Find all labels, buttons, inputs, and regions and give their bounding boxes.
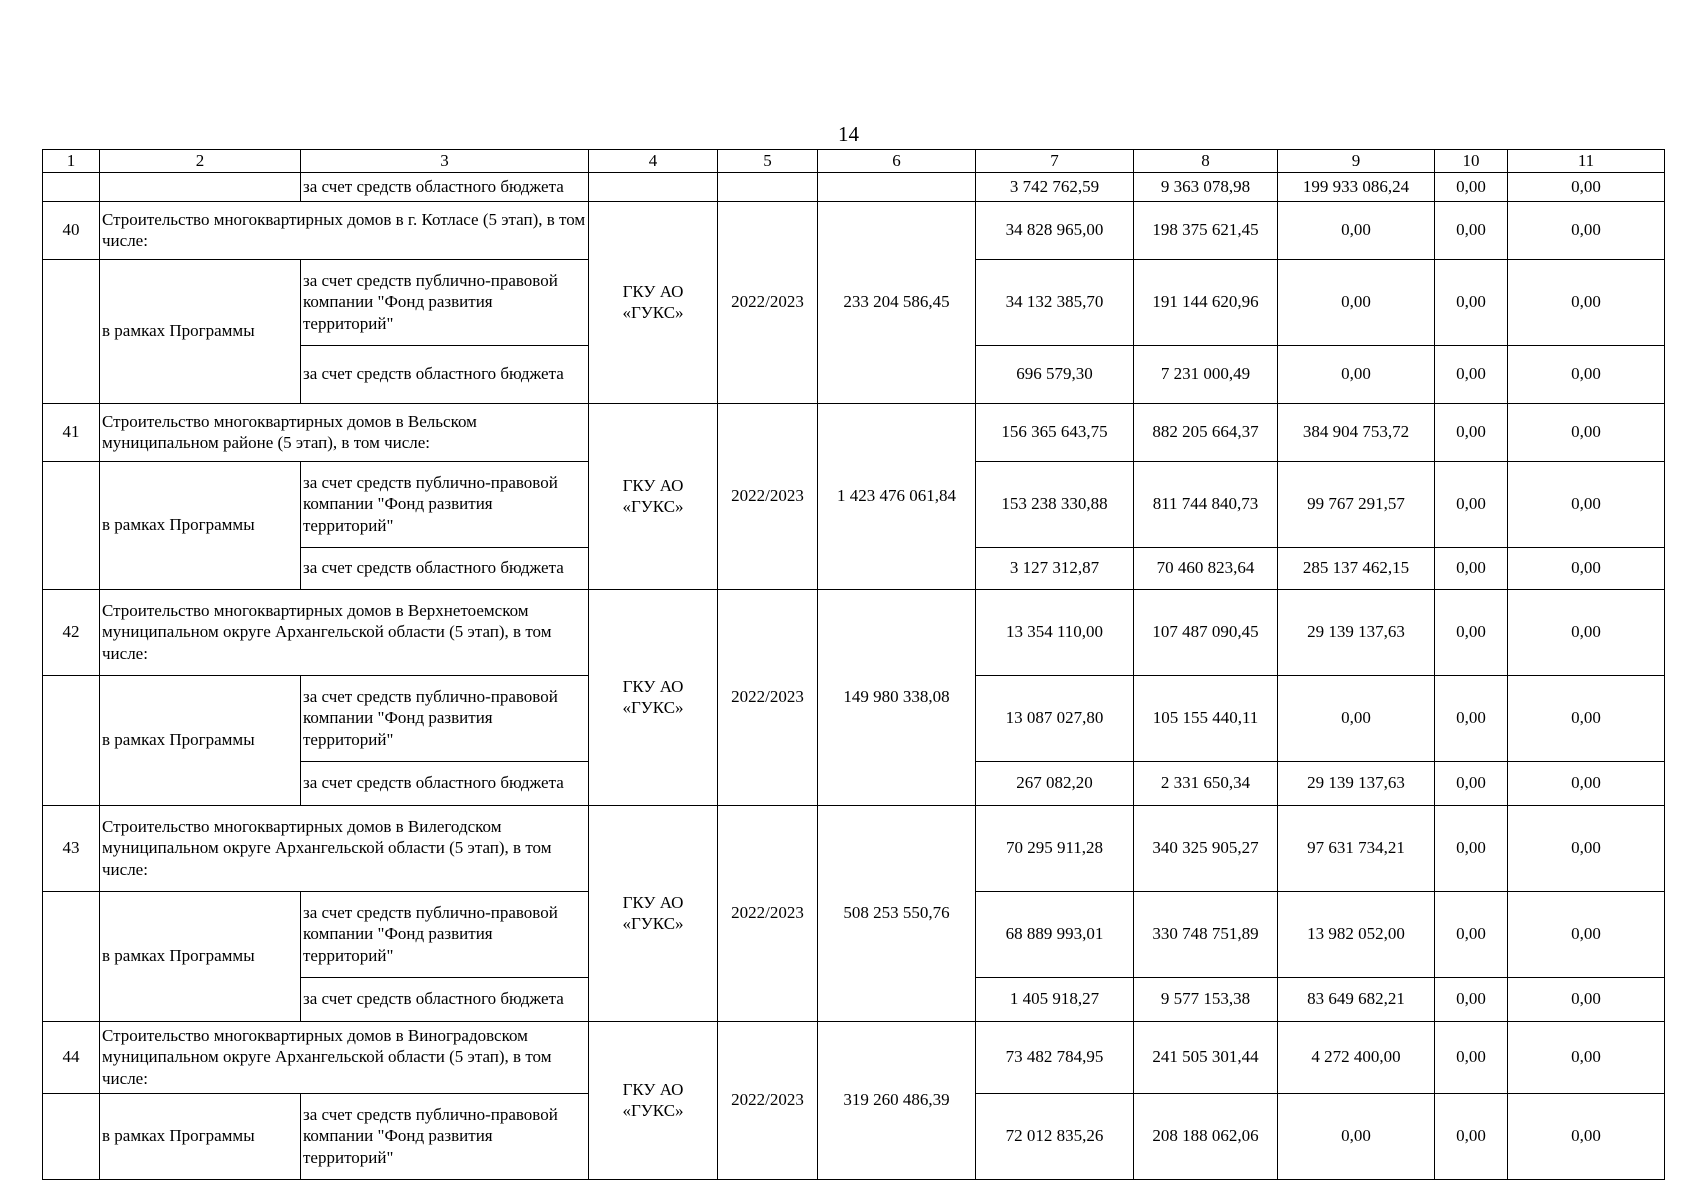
- funding-source-label: за счет средств областного бюджета: [301, 547, 589, 589]
- customer-cell: ГКУ АО «ГУКС»: [589, 403, 718, 589]
- amount-cell: 0,00: [1508, 977, 1665, 1021]
- amount-cell: 0,00: [1435, 461, 1508, 547]
- total-cost-cell: 149 980 338,08: [818, 589, 976, 805]
- program-label: в рамках Программы: [100, 675, 301, 805]
- amount-cell: 0,00: [1508, 547, 1665, 589]
- item-title: Строительство многоквартирных домов в Виноградовском муниципальном округе Архангельской области (5 этап), в том числе:: [100, 1021, 589, 1093]
- item-number: 42: [43, 589, 100, 675]
- amount-cell: 0,00: [1508, 201, 1665, 259]
- amount-cell: 13 354 110,00: [976, 589, 1134, 675]
- total-cost-cell: 319 260 486,39: [818, 1021, 976, 1179]
- amount-cell: 0,00: [1508, 761, 1665, 805]
- column-number: 4: [589, 150, 718, 173]
- item-number: 40: [43, 201, 100, 259]
- item-row: [43, 403, 1665, 461]
- amount-cell: 0,00: [1435, 891, 1508, 977]
- item-row: [43, 589, 1665, 675]
- row-number-cell: [43, 891, 100, 1021]
- amount-cell: 34 828 965,00: [976, 201, 1134, 259]
- program-label: в рамках Программы: [100, 461, 301, 589]
- amount-cell: 105 155 440,11: [1134, 675, 1278, 761]
- amount-cell: 0,00: [1508, 675, 1665, 761]
- item-row: [43, 201, 1665, 259]
- amount-cell: 83 649 682,21: [1278, 977, 1435, 1021]
- period-cell: 2022/2023: [718, 589, 818, 805]
- amount-cell: 0,00: [1508, 259, 1665, 345]
- funding-source-label: за счет средств публично-правовой компании "Фонд развития территорий": [301, 891, 589, 977]
- amount-cell: 2 331 650,34: [1134, 761, 1278, 805]
- period-cell: 2022/2023: [718, 403, 818, 589]
- funding-source-label: за счет средств областного бюджета: [301, 977, 589, 1021]
- column-number: 8: [1134, 150, 1278, 173]
- total-cost-cell: [818, 172, 976, 201]
- amount-cell: 0,00: [1435, 1021, 1508, 1093]
- funding-source-label: за счет средств областного бюджета: [301, 761, 589, 805]
- amount-cell: 9 577 153,38: [1134, 977, 1278, 1021]
- item-row: [43, 805, 1665, 891]
- amount-cell: 0,00: [1278, 675, 1435, 761]
- amount-cell: 0,00: [1435, 589, 1508, 675]
- amount-cell: 153 238 330,88: [976, 461, 1134, 547]
- amount-cell: 156 365 643,75: [976, 403, 1134, 461]
- row-number-cell: [43, 1093, 100, 1179]
- amount-cell: 72 012 835,26: [976, 1093, 1134, 1179]
- item-row: [43, 1021, 1665, 1093]
- customer-cell: ГКУ АО «ГУКС»: [589, 201, 718, 403]
- funding-source-label: за счет средств публично-правовой компании "Фонд развития территорий": [301, 461, 589, 547]
- amount-cell: 70 460 823,64: [1134, 547, 1278, 589]
- amount-cell: 0,00: [1278, 345, 1435, 403]
- amount-cell: 384 904 753,72: [1278, 403, 1435, 461]
- amount-cell: 0,00: [1508, 891, 1665, 977]
- amount-cell: 3 127 312,87: [976, 547, 1134, 589]
- customer-cell: ГКУ АО «ГУКС»: [589, 805, 718, 1021]
- amount-cell: 9 363 078,98: [1134, 172, 1278, 201]
- amount-cell: 199 933 086,24: [1278, 172, 1435, 201]
- funding-source-label: за счет средств областного бюджета: [301, 345, 589, 403]
- amount-cell: 0,00: [1435, 345, 1508, 403]
- amount-cell: 7 231 000,49: [1134, 345, 1278, 403]
- item-title: Строительство многоквартирных домов в Вилегодском муниципальном округе Архангельской области (5 этап), в том числе:: [100, 805, 589, 891]
- amount-cell: 340 325 905,27: [1134, 805, 1278, 891]
- amount-cell: 0,00: [1508, 172, 1665, 201]
- amount-cell: 1 405 918,27: [976, 977, 1134, 1021]
- total-cost-cell: 233 204 586,45: [818, 201, 976, 403]
- amount-cell: 34 132 385,70: [976, 259, 1134, 345]
- amount-cell: 208 188 062,06: [1134, 1093, 1278, 1179]
- amount-cell: 73 482 784,95: [976, 1021, 1134, 1093]
- column-number: 6: [818, 150, 976, 173]
- amount-cell: 0,00: [1435, 1093, 1508, 1179]
- amount-cell: 0,00: [1435, 172, 1508, 201]
- amount-cell: 198 375 621,45: [1134, 201, 1278, 259]
- column-number: 1: [43, 150, 100, 173]
- amount-cell: 696 579,30: [976, 345, 1134, 403]
- amount-cell: 0,00: [1435, 761, 1508, 805]
- amount-cell: 13 982 052,00: [1278, 891, 1435, 977]
- funding-source-label: за счет средств публично-правовой компании "Фонд развития территорий": [301, 1093, 589, 1179]
- amount-cell: 0,00: [1435, 675, 1508, 761]
- period-cell: 2022/2023: [718, 1021, 818, 1179]
- amount-cell: 29 139 137,63: [1278, 761, 1435, 805]
- amount-cell: 13 087 027,80: [976, 675, 1134, 761]
- amount-cell: 0,00: [1435, 403, 1508, 461]
- item-number: 41: [43, 403, 100, 461]
- period-cell: [718, 172, 818, 201]
- amount-cell: 3 742 762,59: [976, 172, 1134, 201]
- column-number: 2: [100, 150, 301, 173]
- continuation-row: [43, 172, 1665, 201]
- program-label: в рамках Программы: [100, 891, 301, 1021]
- total-cost-cell: 508 253 550,76: [818, 805, 976, 1021]
- amount-cell: 107 487 090,45: [1134, 589, 1278, 675]
- column-number: 9: [1278, 150, 1435, 173]
- amount-cell: 29 139 137,63: [1278, 589, 1435, 675]
- amount-cell: 0,00: [1278, 201, 1435, 259]
- amount-cell: 191 144 620,96: [1134, 259, 1278, 345]
- amount-cell: 330 748 751,89: [1134, 891, 1278, 977]
- amount-cell: 811 744 840,73: [1134, 461, 1278, 547]
- period-cell: 2022/2023: [718, 805, 818, 1021]
- column-number: 10: [1435, 150, 1508, 173]
- amount-cell: 0,00: [1278, 259, 1435, 345]
- funding-source-label: за счет средств публично-правовой компании "Фонд развития территорий": [301, 259, 589, 345]
- funding-source-label: за счет средств областного бюджета: [301, 172, 589, 201]
- total-cost-cell: 1 423 476 061,84: [818, 403, 976, 589]
- amount-cell: 0,00: [1435, 259, 1508, 345]
- period-cell: 2022/2023: [718, 201, 818, 403]
- amount-cell: 0,00: [1508, 1021, 1665, 1093]
- amount-cell: 97 631 734,21: [1278, 805, 1435, 891]
- amount-cell: 0,00: [1508, 403, 1665, 461]
- amount-cell: 0,00: [1278, 1093, 1435, 1179]
- row-number-cell: [43, 675, 100, 805]
- column-number: 5: [718, 150, 818, 173]
- amount-cell: 68 889 993,01: [976, 891, 1134, 977]
- amount-cell: 0,00: [1435, 547, 1508, 589]
- page-number: 14: [838, 122, 859, 146]
- item-number: 43: [43, 805, 100, 891]
- amount-cell: 267 082,20: [976, 761, 1134, 805]
- amount-cell: 241 505 301,44: [1134, 1021, 1278, 1093]
- row-number-cell: [43, 259, 100, 403]
- customer-cell: ГКУ АО «ГУКС»: [589, 589, 718, 805]
- row-number-cell: [43, 172, 100, 201]
- column-number: 3: [301, 150, 589, 173]
- program-label: в рамках Программы: [100, 259, 301, 403]
- column-number: 7: [976, 150, 1134, 173]
- column-number-row: [43, 150, 1665, 173]
- amount-cell: 70 295 911,28: [976, 805, 1134, 891]
- customer-cell: [589, 172, 718, 201]
- amount-cell: 285 137 462,15: [1278, 547, 1435, 589]
- amount-cell: 882 205 664,37: [1134, 403, 1278, 461]
- item-number: 44: [43, 1021, 100, 1093]
- amount-cell: 0,00: [1508, 1093, 1665, 1179]
- amount-cell: 0,00: [1435, 201, 1508, 259]
- item-title: Строительство многоквартирных домов в Верхнетоемском муниципальном округе Архангельской области (5 этап), в том числе:: [100, 589, 589, 675]
- row-number-cell: [43, 461, 100, 589]
- budget-table: [42, 149, 1665, 1180]
- amount-cell: 0,00: [1508, 345, 1665, 403]
- amount-cell: 0,00: [1508, 589, 1665, 675]
- customer-cell: ГКУ АО «ГУКС»: [589, 1021, 718, 1179]
- column-number: 11: [1508, 150, 1665, 173]
- amount-cell: 99 767 291,57: [1278, 461, 1435, 547]
- item-title: Строительство многоквартирных домов в Вельском муниципальном районе (5 этап), в том числе:: [100, 403, 589, 461]
- program-label: в рамках Программы: [100, 1093, 301, 1179]
- amount-cell: 0,00: [1508, 805, 1665, 891]
- amount-cell: 0,00: [1435, 805, 1508, 891]
- item-title: Строительство многоквартирных домов в г. Котласе (5 этап), в том числе:: [100, 201, 589, 259]
- amount-cell: 4 272 400,00: [1278, 1021, 1435, 1093]
- funding-source-label: за счет средств публично-правовой компании "Фонд развития территорий": [301, 675, 589, 761]
- amount-cell: 0,00: [1435, 977, 1508, 1021]
- amount-cell: 0,00: [1508, 461, 1665, 547]
- program-cell: [100, 172, 301, 201]
